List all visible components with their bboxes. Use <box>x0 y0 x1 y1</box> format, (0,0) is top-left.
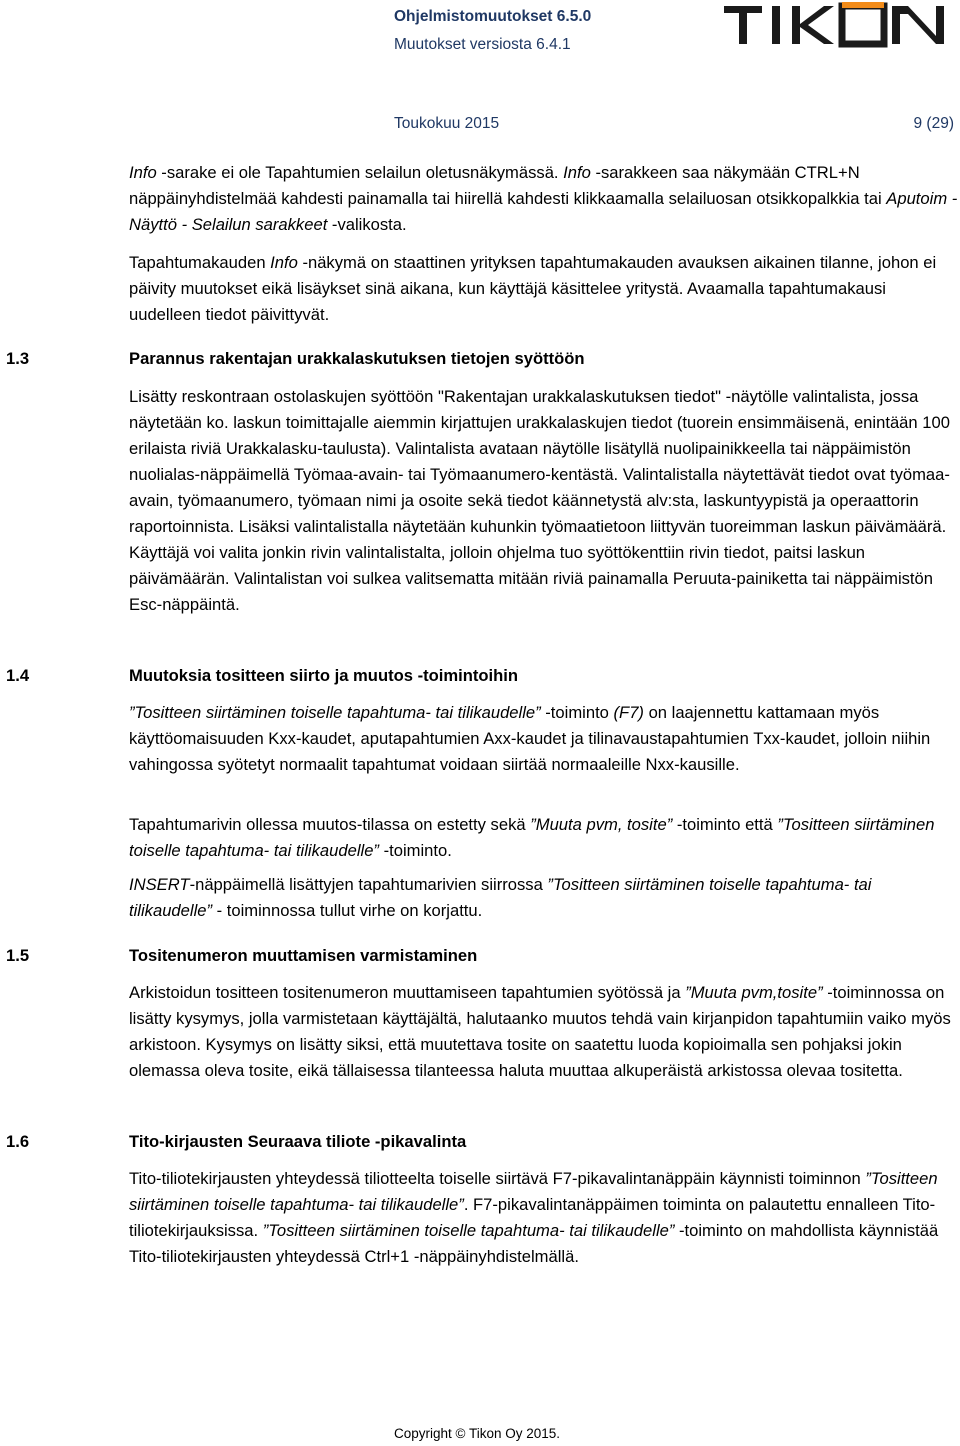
italic-text-run: INSERT <box>129 875 190 894</box>
text-run: -toiminnossa on lisätty kysymys, jolla varmistetaan käyttäjältä, halutaanko muutos tehdä vain kirjanpidon tapahtumiin vaiko myös arkistoon. Kysymys on lisätty siksi, että muutettava tosite on saatettu luoda kopioimalla sen pohjaksi jokin olemassa oleva tosite, eikä tällaisessa tilanteessa haluta muuttaa alkuperäistä arkistossa olevaa tositetta. <box>129 983 951 1080</box>
text-run: Tito-tiliotekirjausten yhteydessä tiliotteelta toiselle siirtävä F7-pikavalintanäppäin käynnisti toiminnon <box>129 1169 866 1188</box>
tikon-logo <box>722 2 946 48</box>
page-number: 9 (29) <box>913 115 954 132</box>
italic-text-run: ”Tositteen siirtäminen toiselle tapahtuma- tai tilikaudelle” <box>129 875 872 920</box>
text-run: Arkistoidun tositteen tositenumeron muuttamiseen tapahtumien syötössä ja <box>129 983 686 1002</box>
italic-text-run: Info <box>563 163 591 182</box>
italic-text-run: Info <box>129 163 157 182</box>
text-run: . F7-pikavalintanäppäimen toiminta on palautettu ennalleen Tito-tiliotekirjauksissa. <box>129 1195 936 1240</box>
header-date: Toukokuu 2015 <box>394 115 500 132</box>
italic-text-run: ”Muuta pvm, tosite” <box>530 815 673 834</box>
italic-text-run: ”Tositteen siirtäminen toiselle tapahtuma- tai tilikaudelle” <box>129 1169 938 1214</box>
text-run: -toiminto on mahdollista käynnistää Tito-tiliotekirjausten yhteydessä Ctrl+1 -näppäinyhdistelmällä. <box>129 1221 939 1266</box>
section-body <box>129 812 959 864</box>
section-number: 1.3 <box>6 349 30 368</box>
italic-text-run: ”Tositteen siirtäminen toiselle tapahtuma- tai tilikaudelle” <box>129 815 935 860</box>
text-run: - toiminnossa tullut virhe on korjattu. <box>212 901 483 920</box>
text-run: -toiminto. <box>378 841 452 860</box>
text-run: on laajennettu kattamaan myös käyttöomaisuuden Kxx-kaudet, aputapahtumien Axx-kaudet ja tilinavaustapahtumien Txx-kaudet, jolloin niihin vahingossa syötetyt normaalit tapahtumat voidaan siirtää normaaleille Nxx-kausille. <box>129 703 931 774</box>
text-run: Tapahtumakauden <box>129 253 271 272</box>
rich-paragraph <box>129 250 959 328</box>
intro-paragraph-1 <box>129 160 959 238</box>
section-title: Parannus rakentajan urakkalaskutuksen tietojen syöttöön <box>129 349 585 368</box>
section-body <box>129 980 959 1084</box>
section-title: Tito-kirjausten Seuraava tiliote -pikavalinta <box>129 1132 467 1151</box>
text-run: -toiminto että <box>672 815 778 834</box>
italic-text-run: (F7) <box>613 703 644 722</box>
italic-text-run: ”Muuta pvm,tosite” <box>685 983 823 1002</box>
italic-text-run: ”Tositteen siirtäminen toiselle tapahtuma- tai tilikaudelle” <box>262 1221 675 1240</box>
rich-paragraph <box>129 812 959 864</box>
italic-text-run: Aputoim - Näyttö - Selailun sarakkeet <box>129 189 958 234</box>
rich-paragraph <box>129 700 959 778</box>
footer-copyright: Copyright © Tikon Oy 2015. <box>394 1426 561 1441</box>
text-run: -näppäimellä lisättyjen tapahtumarivien siirrossa <box>189 875 548 894</box>
section-body <box>129 384 959 618</box>
section-number: 1.6 <box>6 1132 30 1151</box>
section-number: 1.5 <box>6 946 30 965</box>
italic-text-run: Info <box>270 253 298 272</box>
text-run: -sarake ei ole Tapahtumien selailun oletusnäkymässä. <box>156 163 564 182</box>
italic-text-run: ”Tositteen siirtäminen toiselle tapahtuma- tai tilikaudelle” <box>129 703 541 722</box>
text-run: -valikosta. <box>327 215 407 234</box>
text-run: -toiminto <box>540 703 614 722</box>
text-run: -näkymä on staattinen yrityksen tapahtumakauden avauksen aikainen tilanne, johon ei päivity muutokset eikä lisäykset sinä aikana, kun käyttäjä käsittelee yritystä. Avaamalla tapahtumakausi uudelleen tiedot päivittyvät. <box>129 253 937 324</box>
section-title: Muutoksia tositteen siirto ja muutos -toimintoihin <box>129 666 519 685</box>
rich-paragraph <box>129 1166 959 1270</box>
section-title: Tositenumeron muuttamisen varmistaminen <box>129 946 478 965</box>
rich-paragraph <box>129 872 959 924</box>
section-number: 1.4 <box>6 666 30 685</box>
header-title: Ohjelmistomuutokset 6.5.0 <box>394 8 592 25</box>
header-subtitle: Muutokset versiosta 6.4.1 <box>394 36 571 53</box>
rich-paragraph <box>129 980 959 1084</box>
section-body <box>129 700 959 778</box>
intro-paragraph-2 <box>129 250 959 328</box>
section-body <box>129 1166 959 1270</box>
text-run: Lisätty reskontraan ostolaskujen syöttöön "Rakentajan urakkalaskutuksen tiedot" -näytölle valintalista, jossa näytetään ko. laskun toimittajalle aiemmin kirjattujen urakkalaskujen tiedot (tuorein ensimmäisenä, enintään 100 erilaista riviä Urakkalasku-taulusta). Valintalista avataan näytölle lisätyllä nuolipainikkeella tai näppäimistön nuolialas-näppäimellä Työmaa-avain- tai Työmaanumero-kentästä. Valintalistalla näytettävät tiedot ovat työmaa-avain, työmaanumero, työmaan nimi ja osoite sekä tiedot käännetystä alv:sta, laskuntyypistä ja operaattorin raportoinnista. Lisäksi valintalistalla näytetään kuhunkin työmaatietoon liittyvän tuoreimman laskun päivämäärä. Käyttäjä voi valita jonkin rivin valintalistalta, jolloin ohjelma tuo syöttökenttiin rivin tiedot, paitsi laskun päivämäärän. Valintalistan voi sulkea valitsematta mitään riviä painamalla Peruuta-painiketta tai näppäimistön Esc-näppäintä. <box>129 387 950 614</box>
section-body <box>129 872 959 924</box>
text-run: Tapahtumarivin ollessa muutos-tilassa on estetty sekä <box>129 815 531 834</box>
rich-paragraph <box>129 160 959 238</box>
text-run: -sarakkeen saa näkymään CTRL+N näppäinyhdistelmää kahdesti painamalla tai hiirellä kahdesti klikkaamalla selailuosan otsikkopalkkia tai <box>129 163 887 208</box>
rich-paragraph <box>129 384 959 618</box>
